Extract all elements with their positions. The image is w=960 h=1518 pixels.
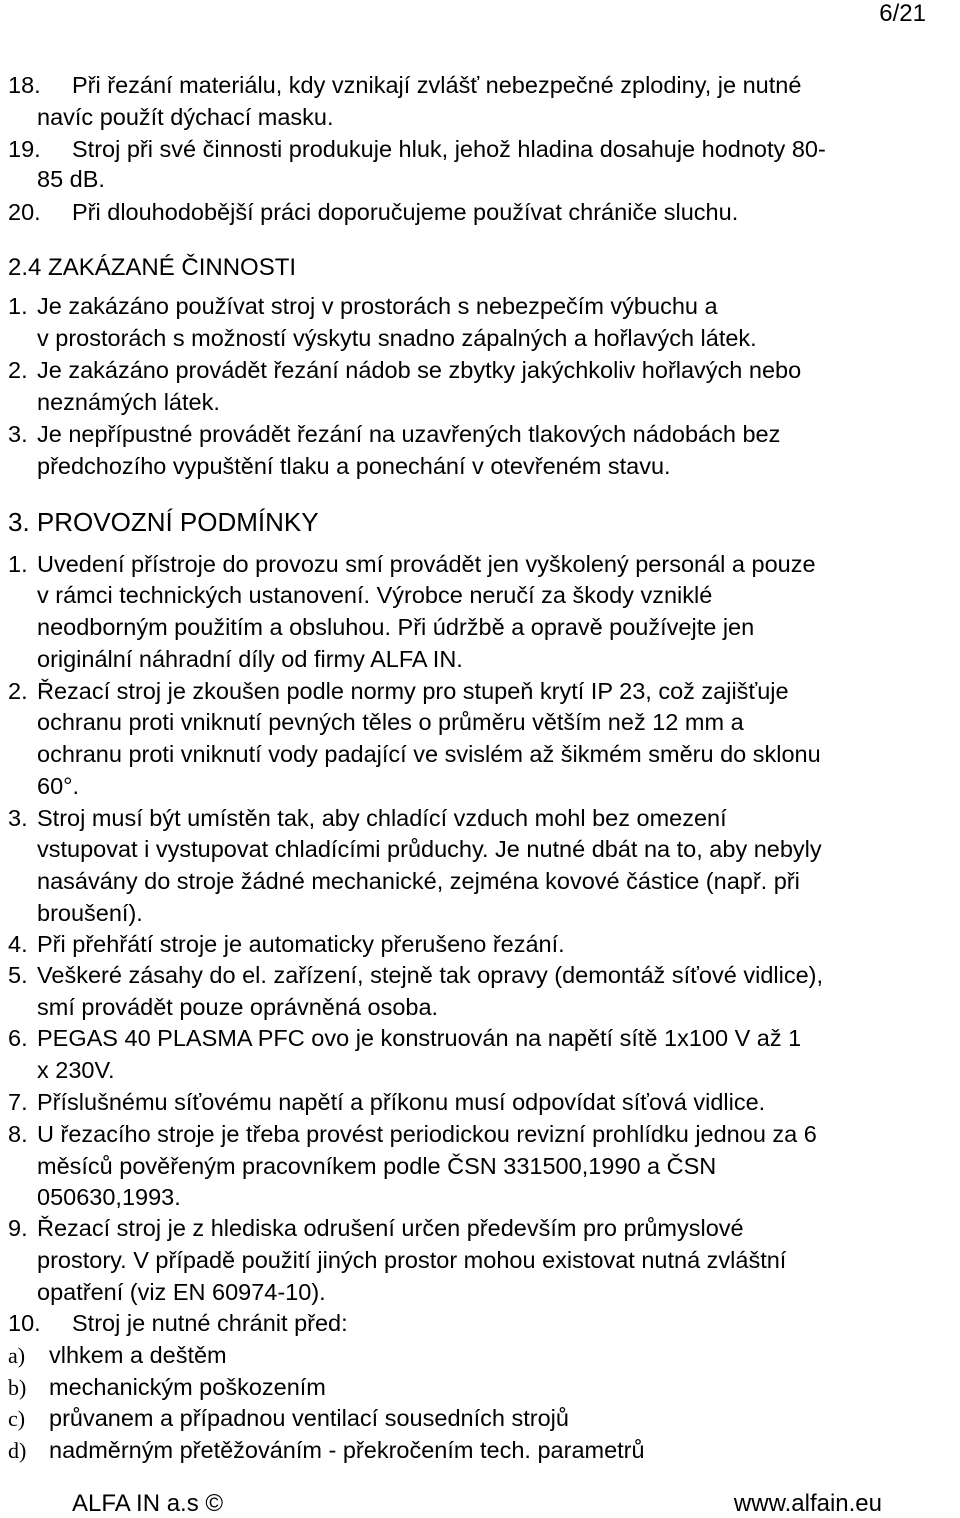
sub-item (8, 1371, 326, 1404)
list-item (8, 1307, 348, 1339)
list-item-cont: měsíců pověřeným pracovníkem podle ČSN 331500,1990 a ČSN (37, 1153, 717, 1179)
list-item (8, 418, 781, 450)
item-text: Je zakázáno provádět řezání nádob se zbytky jakýchkoliv hořlavých nebo (37, 357, 802, 383)
list-item-cont: 60°. (37, 773, 80, 799)
list-item-cont: smí provádět pouze oprávněná osoba. (37, 994, 439, 1020)
list-item-cont: předchozího vypuštění tlaku a ponechání v otevřeném stavu. (37, 453, 671, 479)
list-item-cont: broušení). (37, 900, 143, 926)
list-item (8, 928, 565, 960)
section-heading: 2.4 ZAKÁZANÉ ČINNOSTI (8, 254, 297, 281)
list-item (8, 354, 802, 386)
item-text: Řezací stroj je z hlediska odrušení určen především pro průmyslové (37, 1215, 744, 1241)
list-item (8, 133, 826, 165)
sub-item-letter: d) (8, 1438, 27, 1463)
footer-company: ALFA IN a.s © (72, 1490, 224, 1517)
item-number: 19. (8, 136, 41, 162)
item-text: Je nepřípustné provádět řezání na uzavřených tlakových nádobách bez (37, 421, 781, 447)
list-item-cont: opatření (viz EN 60974-10). (37, 1279, 326, 1305)
item-text: Stroj je nutné chránit před: (72, 1310, 348, 1336)
list-item-cont: nasávány do stroje žádné mechanické, zejména kovové částice (např. při (37, 868, 800, 894)
list-item (8, 959, 823, 991)
page-number: 6/21 (879, 0, 926, 27)
item-number: 6. (8, 1025, 28, 1051)
item-text: Veškeré zásahy do el. zařízení, stejně tak opravy (demontáž síťové vidlice), (37, 962, 823, 988)
list-item-cont: v rámci technických ustanovení. Výrobce neručí za škody vzniklé (37, 582, 713, 608)
sub-item (8, 1339, 227, 1372)
list-item (8, 675, 789, 707)
sub-item-text: mechanickým poškozením (49, 1374, 326, 1400)
sub-item-letter: a) (8, 1343, 26, 1368)
item-number: 3. (8, 421, 28, 447)
item-number: 1. (8, 293, 28, 319)
item-text: U řezacího stroje je třeba provést periodickou revizní prohlídku jednou za 6 (37, 1121, 817, 1147)
item-number: 2. (8, 357, 28, 383)
list-item-cont: neodborným použitím a obsluhou. Při údržbě a opravě používejte jen (37, 614, 755, 640)
sub-item (8, 1402, 569, 1435)
list-item-cont: 85 dB. (37, 166, 105, 192)
item-number: 20. (8, 199, 41, 225)
list-item (8, 802, 727, 834)
item-number: 9. (8, 1215, 28, 1241)
sub-item-text: vlhkem a deštěm (49, 1342, 227, 1368)
item-text: Stroj při své činnosti produkuje hluk, jehož hladina dosahuje hodnoty 80- (72, 136, 826, 162)
item-number: 2. (8, 678, 28, 704)
item-text: Při řezání materiálu, kdy vznikají zvlášť nebezpečné zplodiny, je nutné (72, 72, 802, 98)
list-item (8, 196, 739, 228)
list-item (8, 1212, 744, 1244)
sub-item (8, 1434, 645, 1467)
item-text: Je zakázáno používat stroj v prostorách s nebezpečím výbuchu a (37, 293, 718, 319)
list-item-cont: prostory. V případě použití jiných prostor mohou existovat nutná zvláštní (37, 1247, 787, 1273)
list-item-cont: ochranu proti vniknutí pevných těles o průměru větším než 12 mm a (37, 709, 744, 735)
item-text: Příslušnému síťovému napětí a příkonu musí odpovídat síťová vidlice. (37, 1089, 766, 1115)
section-heading: 3. PROVOZNÍ PODMÍNKY (8, 507, 319, 537)
item-text: Při dlouhodobější práci doporučujeme používat chrániče sluchu. (72, 199, 739, 225)
item-number: 10. (8, 1310, 41, 1336)
list-item-cont: ochranu proti vniknutí vody padající ve svislém až šikmém směru do sklonu (37, 741, 821, 767)
list-item-cont: vstupovat i vystupovat chladícími průduchy. Je nutné dbát na to, aby nebyly (37, 836, 822, 862)
sub-item-letter: c) (8, 1406, 26, 1431)
footer-website: www.alfain.eu (733, 1490, 882, 1517)
list-item-cont: v prostorách s možností výskytu snadno zápalných a hořlavých látek. (37, 325, 757, 351)
sub-item-text: nadměrným přetěžováním - překročením tech. parametrů (49, 1437, 645, 1463)
item-number: 18. (8, 72, 41, 98)
sub-item-letter: b) (8, 1375, 27, 1400)
list-item (8, 69, 802, 101)
item-number: 1. (8, 551, 28, 577)
item-number: 8. (8, 1121, 28, 1147)
list-item (8, 1022, 802, 1054)
item-text: Uvedení přístroje do provozu smí provádět jen vyškolený personál a pouze (37, 551, 816, 577)
item-number: 4. (8, 931, 28, 957)
list-item (8, 1086, 766, 1118)
item-number: 3. (8, 805, 28, 831)
list-item-cont: x 230V. (37, 1057, 115, 1083)
list-item-cont: neznámých látek. (37, 389, 220, 415)
item-number: 5. (8, 962, 28, 988)
item-number: 7. (8, 1089, 28, 1115)
list-item-cont: 050630,1993. (37, 1184, 181, 1210)
item-text: Stroj musí být umístěn tak, aby chladící vzduch mohl bez omezení (37, 805, 727, 831)
list-item (8, 1118, 817, 1150)
list-item-cont: navíc použít dýchací masku. (37, 104, 334, 130)
item-text: Řezací stroj je zkoušen podle normy pro stupeň krytí IP 23, což zajišťuje (37, 678, 789, 704)
item-text: Při přehřátí stroje je automaticky přerušeno řezání. (37, 931, 565, 957)
sub-item-text: průvanem a případnou ventilací sousedních strojů (49, 1405, 569, 1431)
list-item-cont: originální náhradní díly od firmy ALFA IN. (37, 646, 463, 672)
list-item (8, 290, 718, 322)
list-item (8, 548, 816, 580)
item-text: PEGAS 40 PLASMA PFC ovo je konstruován na napětí sítě 1x100 V až 1 (37, 1025, 802, 1051)
